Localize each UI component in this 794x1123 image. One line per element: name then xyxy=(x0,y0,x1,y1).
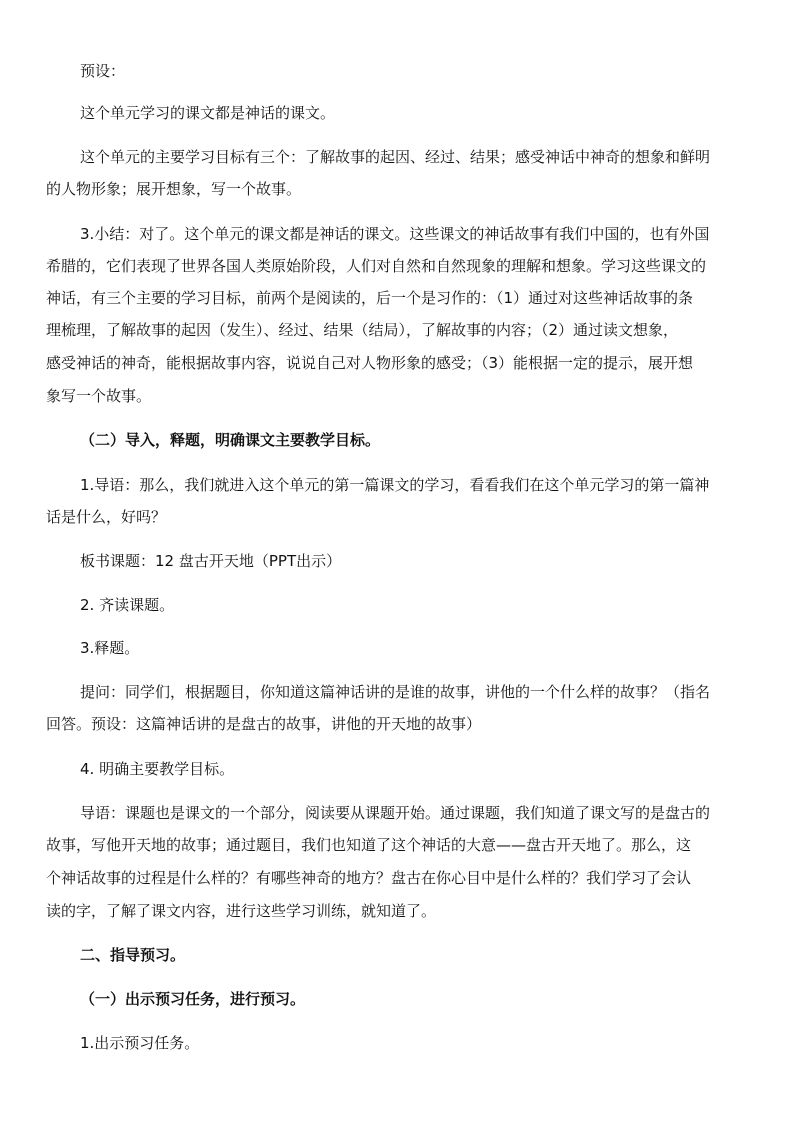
text-line: 话是什么，好吗？ xyxy=(46,508,167,526)
section-heading: （二）导入，释题，明确课文主要教学目标。 xyxy=(80,431,381,449)
text-line: 这个单元的主要学习目标有三个：了解故事的起因、经过、结果；感受神话中神奇的想象和鲜明 xyxy=(80,148,711,166)
text-line: 的人物形象；展开想象，写一个故事。 xyxy=(46,180,302,198)
text-line: 感受神话的神奇，能根据故事内容，说说自己对人物形象的感受；（3）能根据一定的提示，展开想 xyxy=(46,354,694,372)
text-line-preset-label: 预设： xyxy=(80,62,126,80)
text-line: 2. 齐读课题。 xyxy=(80,596,175,614)
section-heading: 二、指导预习。 xyxy=(80,946,186,964)
text-line: 板书课题：12 盘古开天地（PPT出示） xyxy=(80,552,342,570)
text-line: 个神话故事的过程是什么样的？有哪些神奇的地方？盘古在你心目中是什么样的？我们学习了会认 xyxy=(46,869,692,887)
text-line: 1.出示预习任务。 xyxy=(80,1034,200,1052)
text-line: 神话，有三个主要的学习目标，前两个是阅读的，后一个是习作的：（1）通过对这些神话故事的条 xyxy=(46,289,694,307)
text-line: 导语：课题也是课文的一个部分，阅读要从课题开始。通过课题，我们知道了课文写的是盘古的 xyxy=(80,804,711,822)
text-line: 象写一个故事。 xyxy=(46,387,152,405)
text-line: 理梳理，了解故事的起因（发生）、经过、结果（结局），了解故事的内容；（2）通过读文想象， xyxy=(46,321,679,339)
text-line: 3.释题。 xyxy=(80,639,140,657)
text-line: 3.小结：对了。这个单元的课文都是神话的课文。这些课文的神话故事有我们中国的，也有外国 xyxy=(80,225,710,243)
text-line: 这个单元学习的课文都是神话的课文。 xyxy=(80,104,336,122)
text-line: 4. 明确主要教学目标。 xyxy=(80,760,235,778)
section-heading: （一）出示预习任务，进行预习。 xyxy=(80,990,306,1008)
text-line: 读的字，了解了课文内容，进行这些学习训练，就知道了。 xyxy=(46,902,437,920)
text-line: 回答。预设：这篇神话讲的是盘古的故事，讲他的开天地的故事） xyxy=(46,715,482,733)
text-line: 故事，写他开天地的故事；通过题目，我们也知道了这个神话的大意——盘古开天地了。那么，这 xyxy=(46,836,692,854)
text-line: 希腊的，它们表现了世界各国人类原始阶段，人们对自然和自然现象的理解和想象。学习这些课文的 xyxy=(46,257,707,275)
text-line: 1.导语：那么，我们就进入这个单元的第一篇课文的学习，看看我们在这个单元学习的第一篇神 xyxy=(80,476,710,494)
text-line: 提问：同学们，根据题目，你知道这篇神话讲的是谁的故事，讲他的一个什么样的故事？（指名 xyxy=(80,683,711,701)
